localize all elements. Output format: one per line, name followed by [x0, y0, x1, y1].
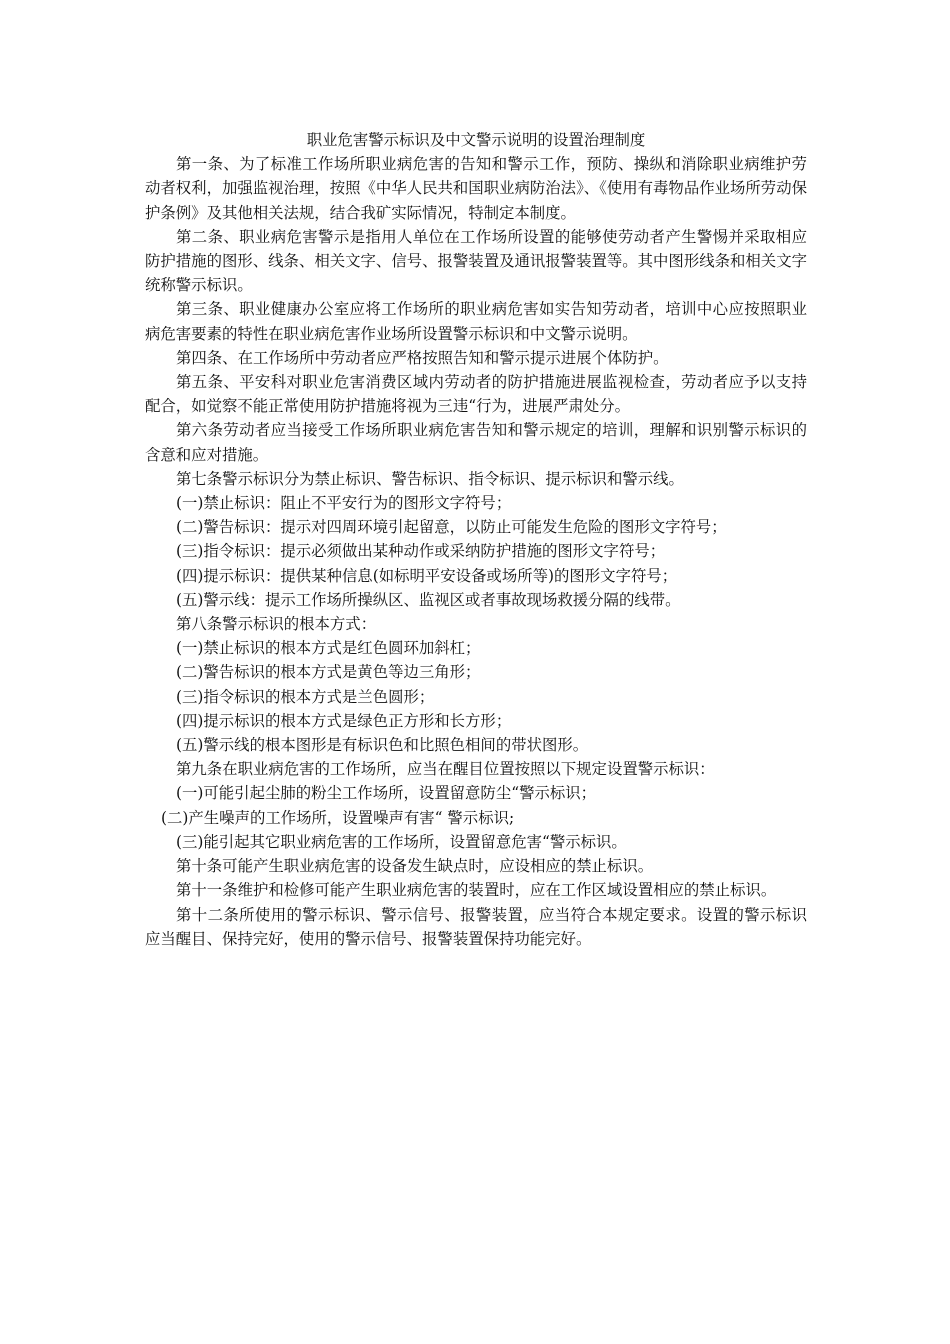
article-7: 第七条警示标识分为禁止标识、警告标识、指令标识、提示标识和警示线。: [176, 469, 684, 488]
article-8-item-1: (一)禁止标识的根本方式是红色圆环加斜杠；: [176, 639, 481, 658]
document-body: [145, 128, 807, 951]
article-7-item-3: (三)指令标识：提示必须做出某种动作或采纳防护措施的图形文字符号；: [176, 542, 666, 561]
article-5: 第五条、平安科对职业危害消费区域内劳动者的防护措施进展监视检查，劳动者应予以支持配合，如觉察不能正常使用防护措施将视为三违“行为，进展严肃处分。: [145, 373, 807, 416]
article-7-item-2: (二)警告标识：提示对四周环境引起留意，以防止可能发生危险的图形文字符号；: [176, 518, 727, 537]
article-7-item-4: (四)提示标识：提供某种信息(如标明平安设备或场所等)的图形文字符号；: [176, 566, 678, 585]
article-7-item-5: (五)警示线：提示工作场所操纵区、监视区或者事故现场救援分隔的线带。: [176, 590, 681, 609]
article-6: 第六条劳动者应当接受工作场所职业病危害告知和警示规定的培训，理解和识别警示标识的含意和应对措施。: [145, 421, 807, 464]
article-8-item-4: (四)提示标识的根本方式是绿色正方形和长方形；: [176, 711, 512, 730]
article-8-item-5: (五)警示线的根本图形是有标识色和比照色相间的带状图形。: [176, 736, 589, 755]
article-9-item-2: (二)产生噪声的工作场所，设置噪声有害“ 警示标识;: [161, 808, 515, 827]
article-11: 第十一条维护和检修可能产生职业病危害的装置时，应在工作区域设置相应的禁止标识。: [176, 881, 777, 900]
article-12: 第十二条所使用的警示标识、警示信号、报警装置，应当符合本规定要求。设置的警示标识应当醒目、保持完好，使用的警示信号、报警装置保持功能完好。: [145, 905, 807, 948]
article-4: 第四条、在工作场所中劳动者应严格按照告知和警示提示进展个体防护。: [176, 348, 669, 367]
article-9-item-1: (一)可能引起尘肺的粉尘工作场所，设置留意防尘“警示标识；: [176, 784, 597, 803]
article-9-item-3: (三)能引起其它职业病危害的工作场所，设置留意危害“警示标识。: [176, 832, 627, 851]
article-8-item-3: (三)指令标识的根本方式是兰色圆形；: [176, 687, 435, 706]
article-10: 第十条可能产生职业病危害的设备发生缺点时，应设相应的禁止标识。: [176, 857, 654, 876]
article-2: 第二条、职业病危害警示是指用人单位在工作场所设置的能够使劳动者产生警惕并采取相应防护措施的图形、线条、相关文字、信号、报警装置及通讯报警装置等。其中图形线条和相关文字统称警示标识。: [145, 227, 807, 295]
article-8: 第八条警示标识的根本方式：: [176, 615, 377, 634]
article-3: 第三条、职业健康办公室应将工作场所的职业病危害如实告知劳动者，培训中心应按照职业病危害要素的特性在职业病危害作业场所设置警示标识和中文警示说明。: [145, 300, 807, 343]
document-title: 职业危害警示标识及中文警示说明的设置治理制度: [306, 131, 646, 149]
article-9: 第九条在职业病危害的工作场所，应当在醒目位置按照以下规定设置警示标识：: [176, 760, 715, 779]
article-1: 第一条、为了标准工作场所职业病危害的告知和警示工作，预防、操纵和消除职业病维护劳动者权利，加强监视治理，按照《中华人民共和国职业病防治法》、《使用有毒物品作业场所劳动保护条例》及其他相关法规，结合我矿实际情况，特制定本制度。: [145, 155, 807, 222]
article-8-item-2: (二)警告标识的根本方式是黄色等边三角形；: [176, 663, 481, 682]
article-7-item-1: (一)禁止标识：阻止不平安行为的图形文字符号；: [176, 494, 512, 513]
